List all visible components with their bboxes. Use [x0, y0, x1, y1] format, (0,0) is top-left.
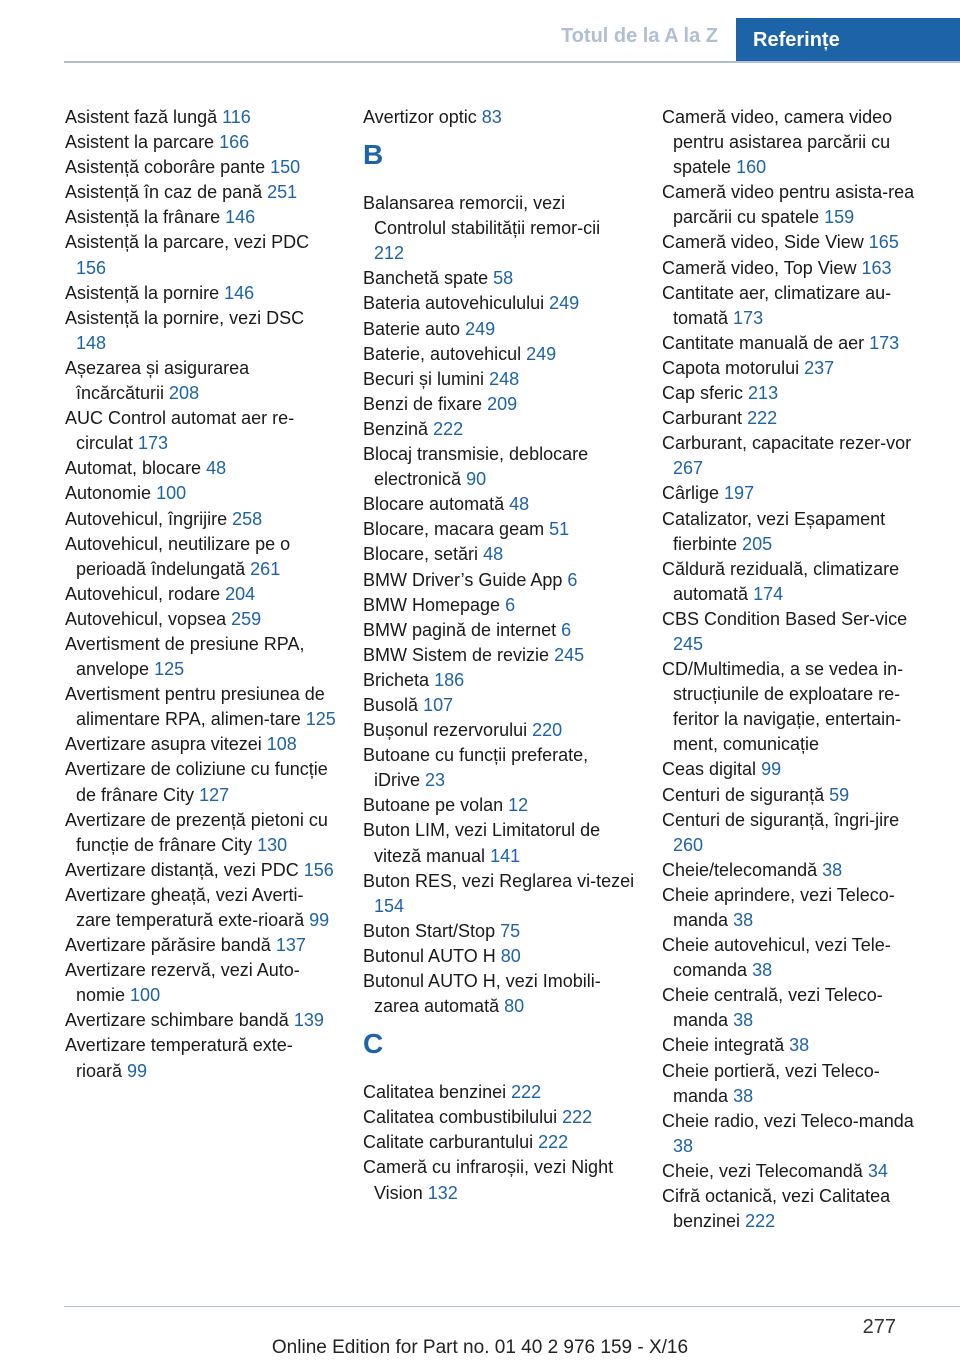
entry-page-link[interactable]: 222: [747, 408, 778, 429]
index-entry: [662, 557, 934, 607]
index-entry: [662, 808, 934, 858]
entry-term: Bușonul rezervorului: [363, 720, 528, 741]
entry-page-link[interactable]: 34: [867, 1160, 888, 1181]
entry-term: Autonomie: [65, 483, 152, 504]
entry-term: Benzi de fixare: [363, 393, 483, 414]
index-entry: [363, 367, 635, 392]
index-entry: [65, 481, 337, 506]
entry-term: Buton RES, vezi Reglarea vi‐tezei: [363, 870, 635, 891]
entry-term: Calitatea combustibilului: [363, 1107, 558, 1128]
index-entry: [65, 632, 337, 682]
entry-page-link[interactable]: 146: [224, 282, 255, 303]
index-entry: [65, 958, 337, 1008]
entry-page-link[interactable]: 100: [130, 985, 161, 1006]
entry-page-link[interactable]: 173: [138, 433, 169, 454]
entry-term: Asistență la parcare, vezi PDC: [65, 232, 310, 253]
entry-term: Avertizare distanță, vezi PDC: [65, 859, 299, 880]
entry-page-link[interactable]: 148: [76, 332, 107, 353]
entry-page-link[interactable]: 156: [76, 257, 107, 278]
index-entry: [65, 155, 337, 180]
entry-term: Căldură reziduală, climatizare automată: [662, 558, 900, 604]
entry-page-link[interactable]: 107: [423, 694, 454, 715]
entry-term: Cantitate aer, climatizare au‐tomată: [662, 282, 892, 328]
index-letter-heading: C: [363, 1028, 384, 1060]
index-entry: [662, 105, 934, 180]
entry-page-link[interactable]: 267: [673, 458, 704, 479]
entry-term: Bateria autovehiculului: [363, 293, 545, 314]
entry-term: Ceas digital: [662, 759, 757, 780]
index-entry: [363, 417, 635, 442]
entry-term: Asistență la pornire: [65, 282, 220, 303]
entry-page-link[interactable]: 48: [509, 494, 530, 515]
entry-page-link[interactable]: 23: [425, 770, 446, 791]
index-entry: [662, 507, 934, 557]
entry-page-link[interactable]: 245: [673, 633, 704, 654]
index-entry: [662, 657, 934, 757]
entry-page-link[interactable]: 38: [733, 1010, 754, 1031]
entry-page-link[interactable]: 212: [374, 243, 405, 264]
index-entry: [363, 743, 635, 793]
entry-page-link[interactable]: 80: [500, 945, 521, 966]
entry-term: Becuri și lumini: [363, 368, 485, 389]
index-column-3: [662, 105, 934, 1234]
index-entry: [363, 568, 635, 593]
index-entry: [65, 230, 337, 280]
entry-page-link[interactable]: 38: [673, 1135, 694, 1156]
index-entry: [363, 919, 635, 944]
entry-term: Catalizator, vezi Eșapament fierbinte: [662, 508, 886, 554]
entry-page-link[interactable]: 258: [232, 508, 263, 529]
entry-page-link[interactable]: 208: [169, 383, 200, 404]
entry-term: Cheie aprindere, vezi Teleco‐manda: [662, 884, 895, 930]
entry-page-link[interactable]: 261: [250, 558, 281, 579]
index-entry: [662, 783, 934, 808]
index-entry: [662, 757, 934, 782]
entry-term: Balansarea remorcii, vezi Controlul stabilității remor‐cii: [363, 193, 601, 239]
entry-term: BMW Driver’s Guide App: [363, 569, 563, 590]
entry-page-link[interactable]: 83: [481, 107, 502, 127]
entry-page-link[interactable]: 80: [504, 996, 525, 1017]
entry-page-link[interactable]: 38: [789, 1035, 810, 1056]
entry-term: Busolă: [363, 694, 419, 715]
index-entry: [363, 191, 635, 266]
entry-page-link[interactable]: 146: [225, 207, 256, 228]
index-entry: [662, 883, 934, 933]
index-entry: [65, 607, 337, 632]
entry-page-link[interactable]: 222: [562, 1107, 593, 1128]
entry-page-link[interactable]: 38: [733, 910, 754, 930]
index-entry: [662, 180, 934, 230]
entry-term: Avertizare de coliziune cu funcție de frânare City: [65, 759, 328, 805]
entry-term: BMW Sistem de revizie: [363, 644, 550, 665]
entry-page-link[interactable]: 222: [433, 418, 464, 439]
index-entry: [662, 331, 934, 356]
index-entry: [662, 281, 934, 331]
index-entry: [363, 517, 635, 542]
index-entry: [65, 582, 337, 607]
entry-page-link[interactable]: 137: [275, 935, 306, 956]
entry-term: Carburant, capacitate rezer‐vor: [662, 433, 912, 454]
entry-page-link[interactable]: 249: [526, 343, 557, 364]
index-entry: [363, 342, 635, 367]
index-letter-heading: B: [363, 139, 384, 171]
entry-term: CD/Multimedia, a se vedea in‐strucțiunile de exploatare re‐feritor la navigație, entertain‐ment, comunicație: [662, 659, 904, 755]
index-entry: [65, 180, 337, 205]
entry-page-link[interactable]: 222: [511, 1082, 542, 1103]
index-entry: [363, 693, 635, 718]
entry-term: Asistență coborâre pante: [65, 157, 266, 178]
entry-term: Baterie, autovehicul: [363, 343, 522, 364]
entry-term: Cârlige: [662, 483, 720, 504]
page-number: 277: [862, 1316, 896, 1338]
entry-page-link[interactable]: 59: [829, 784, 850, 805]
entry-page-link[interactable]: 197: [724, 483, 755, 504]
entry-page-link[interactable]: 12: [508, 795, 529, 816]
index-entry: [363, 392, 635, 417]
entry-page-link[interactable]: 6: [561, 619, 572, 640]
entry-term: Cifră octanică, vezi Calitatea benzinei: [662, 1186, 891, 1232]
entry-term: Butoane pe volan: [363, 795, 504, 816]
entry-term: Butoane cu funcții preferate, iDrive: [363, 745, 589, 791]
entry-term: Așezarea și asigurarea încărcăturii: [65, 357, 250, 404]
index-entry: [65, 532, 337, 582]
entry-term: Autovehicul, vopsea: [65, 608, 227, 629]
entry-term: Butonul AUTO H, vezi Imobili‐zarea automată: [363, 971, 601, 1017]
entry-term: Buton Start/Stop: [363, 920, 496, 941]
entry-page-link[interactable]: 165: [868, 232, 899, 253]
entry-term: Centuri de siguranță, îngri‐jire: [662, 809, 900, 830]
index-entry: [65, 205, 337, 230]
index-entry: [662, 1033, 934, 1058]
entry-page-link[interactable]: 75: [500, 920, 521, 941]
entry-page-link[interactable]: 38: [733, 1085, 754, 1106]
entry-term: Avertizare temperatură exte‐rioară: [65, 1035, 293, 1081]
index-entry: [662, 406, 934, 431]
entry-term: Butonul AUTO H: [363, 945, 496, 966]
entry-term: Cheie/telecomandă: [662, 859, 818, 880]
entry-page-link[interactable]: 205: [742, 533, 773, 554]
entry-term: Autovehicul, îngrijire: [65, 508, 228, 529]
entry-page-link[interactable]: 51: [549, 519, 570, 540]
index-entry: [363, 593, 635, 618]
footer-divider: [64, 1306, 960, 1307]
entry-page-link[interactable]: 125: [305, 709, 336, 730]
entry-term: Avertizare schimbare bandă: [65, 1010, 289, 1031]
index-entry: [65, 406, 337, 456]
entry-page-link[interactable]: 163: [861, 257, 892, 278]
entry-term: Cheie, vezi Telecomandă: [662, 1160, 863, 1181]
entry-term: Carburant: [662, 408, 743, 429]
entry-term: Avertizare gheață, vezi Averti‐zare temperatură exte‐rioară: [65, 884, 305, 930]
index-entry: [363, 291, 635, 316]
index-entry: [65, 1033, 337, 1083]
index-entry: [363, 1130, 635, 1155]
index-entry: [65, 130, 337, 155]
entry-term: Avertizare părăsire bandă: [65, 935, 271, 956]
index-entry: [363, 442, 635, 492]
index-entry: [65, 933, 337, 958]
entry-term: Blocare, macara geam: [363, 519, 545, 540]
entry-page-link[interactable]: 90: [466, 469, 487, 490]
index-entry: [65, 507, 337, 532]
entry-term: Asistent fază lungă: [65, 107, 218, 127]
entry-page-link[interactable]: 220: [532, 720, 563, 741]
index-entry: [363, 668, 635, 693]
entry-page-link[interactable]: 99: [309, 910, 330, 930]
index-entry: [662, 431, 934, 481]
entry-term: Avertizare de prezență pietoni cu funcție de frânare City: [65, 809, 328, 855]
entry-page-link[interactable]: 222: [538, 1132, 569, 1153]
index-entry: [662, 607, 934, 657]
entry-page-link[interactable]: 260: [673, 834, 704, 855]
index-entry: [662, 256, 934, 281]
entry-page-link[interactable]: 160: [736, 157, 767, 178]
entry-term: Cap sferic: [662, 383, 744, 404]
entry-page-link[interactable]: 166: [219, 132, 250, 153]
entry-page-link[interactable]: 125: [154, 659, 185, 680]
entry-page-link[interactable]: 154: [374, 895, 405, 916]
index-entry: [363, 492, 635, 517]
index-entry: [363, 1080, 635, 1105]
entry-term: CBS Condition Based Ser‐vice: [662, 608, 908, 629]
entry-page-link[interactable]: 99: [127, 1060, 148, 1081]
entry-page-link[interactable]: 251: [267, 182, 298, 203]
entry-page-link[interactable]: 213: [748, 383, 779, 404]
entry-page-link[interactable]: 173: [733, 307, 764, 328]
entry-page-link[interactable]: 6: [567, 569, 578, 590]
entry-page-link[interactable]: 209: [487, 393, 518, 414]
entry-page-link[interactable]: 204: [225, 583, 256, 604]
entry-term: Bricheta: [363, 669, 430, 690]
header-section-title: Totul de la A la Z: [560, 25, 718, 47]
index-entry: [662, 933, 934, 983]
entry-page-link[interactable]: 48: [206, 458, 227, 479]
entry-page-link[interactable]: 159: [824, 207, 855, 228]
index-entry: [363, 618, 635, 643]
index-entry: [65, 281, 337, 306]
entry-term: Cameră cu infraroșii, vezi Night Vision: [363, 1157, 614, 1203]
entry-page-link[interactable]: 48: [483, 544, 504, 565]
entry-term: Calitate carburantului: [363, 1132, 534, 1153]
entry-page-link[interactable]: 108: [266, 734, 297, 755]
entry-page-link[interactable]: 237: [804, 357, 835, 378]
entry-term: BMW pagină de internet: [363, 619, 557, 640]
index-entry: [363, 105, 635, 130]
entry-term: Cheie centrală, vezi Teleco‐manda: [662, 985, 883, 1031]
index-entry: [65, 732, 337, 757]
entry-page-link[interactable]: 100: [156, 483, 187, 504]
index-entry: [65, 306, 337, 356]
entry-term: Avertizare rezervă, vezi Auto‐nomie: [65, 960, 300, 1006]
index-entry: [363, 793, 635, 818]
entry-page-link[interactable]: 248: [489, 368, 520, 389]
entry-term: Calitatea benzinei: [363, 1082, 507, 1103]
index-entry: [65, 883, 337, 933]
entry-page-link[interactable]: 141: [490, 845, 521, 866]
entry-term: Cameră video, Top View: [662, 257, 857, 278]
index-entry: [363, 944, 635, 969]
index-entry: [363, 718, 635, 743]
entry-page-link[interactable]: 139: [293, 1010, 324, 1031]
index-entry: [363, 317, 635, 342]
entry-term: Blocare automată: [363, 494, 505, 515]
entry-term: Cameră video pentru asista‐rea parcării cu spatele: [662, 182, 915, 228]
entry-term: Avertizor optic: [363, 107, 477, 127]
index-column-1: [65, 105, 337, 1084]
index-entry: [662, 1109, 934, 1159]
entry-term: Automat, blocare: [65, 458, 202, 479]
entry-term: Centuri de siguranță: [662, 784, 825, 805]
entry-page-link[interactable]: 174: [753, 583, 784, 604]
entry-page-link[interactable]: 249: [549, 293, 580, 314]
entry-term: Avertisment de presiune RPA, anvelope: [65, 633, 305, 680]
entry-page-link[interactable]: 116: [222, 107, 251, 127]
index-entry: [662, 381, 934, 406]
entry-page-link[interactable]: 38: [752, 960, 773, 981]
index-entry: [662, 481, 934, 506]
index-entry: [65, 858, 337, 883]
edition-footer: Online Edition for Part no. 01 40 2 976 159 - X/16: [271, 1337, 689, 1358]
entry-page-link[interactable]: 173: [869, 332, 900, 353]
index-entry: [65, 356, 337, 406]
entry-term: Cheie autovehicul, vezi Tele‐comanda: [662, 935, 891, 981]
entry-term: Autovehicul, rodare: [65, 583, 221, 604]
index-entry: [662, 1184, 934, 1234]
entry-term: AUC Control automat aer re‐circulat: [65, 408, 295, 454]
index-entry: [662, 356, 934, 381]
entry-term: Benzină: [363, 418, 429, 439]
entry-term: Avertizare asupra vitezei: [65, 734, 262, 755]
index-entry: [662, 983, 934, 1033]
entry-term: Cameră video, camera video pentru asistarea parcării cu spatele: [662, 107, 893, 178]
entry-term: Cheie radio, vezi Teleco‐manda: [662, 1110, 914, 1131]
header-chapter-tab: Referințe: [736, 18, 960, 63]
entry-term: Autovehicul, neutilizare pe o perioadă îndelungată: [65, 533, 291, 579]
index-entry: [363, 869, 635, 919]
entry-page-link[interactable]: 99: [761, 759, 782, 780]
entry-term: Buton LIM, vezi Limitatorul de viteză manual: [363, 820, 601, 866]
index-entry: [65, 456, 337, 481]
index-entry: [662, 230, 934, 255]
entry-term: BMW Homepage: [363, 594, 501, 615]
entry-term: Banchetă spate: [363, 268, 489, 289]
entry-term: Asistență la pornire, vezi DSC: [65, 307, 305, 328]
index-entry: [363, 542, 635, 567]
entry-term: Blocaj transmisie, deblocare electronică: [363, 444, 589, 490]
index-entry: [363, 643, 635, 668]
entry-term: Asistent la parcare: [65, 132, 215, 153]
index-entry: [363, 818, 635, 868]
entry-term: Asistență la frânare: [65, 207, 221, 228]
index-entry: [65, 682, 337, 732]
entry-term: Asistență în caz de pană: [65, 182, 263, 203]
index-entry: [65, 757, 337, 807]
entry-term: Cantitate manuală de aer: [662, 332, 865, 353]
index-entry: [662, 858, 934, 883]
entry-page-link[interactable]: 245: [554, 644, 585, 665]
entry-page-link[interactable]: 222: [745, 1211, 776, 1232]
entry-page-link[interactable]: 132: [427, 1182, 458, 1203]
entry-term: Baterie auto: [363, 318, 461, 339]
entry-term: Capota motorului: [662, 357, 800, 378]
header-divider: [64, 61, 960, 63]
index-entry: [662, 1059, 934, 1109]
entry-page-link[interactable]: 127: [199, 784, 230, 805]
entry-term: Cheie portieră, vezi Teleco‐manda: [662, 1060, 880, 1106]
entry-page-link[interactable]: 150: [270, 157, 301, 178]
index-entry: [65, 105, 337, 130]
entry-page-link[interactable]: 58: [493, 268, 514, 289]
entry-page-link[interactable]: 6: [505, 594, 516, 615]
index-entry: [363, 1105, 635, 1130]
entry-term: Cameră video, Side View: [662, 232, 864, 253]
index-entry: [65, 1008, 337, 1033]
entry-term: Blocare, setări: [363, 544, 479, 565]
entry-page-link[interactable]: 130: [257, 834, 288, 855]
index-entry: [363, 266, 635, 291]
entry-term: Avertisment pentru presiunea de alimentare RPA, alimen‐tare: [65, 684, 325, 730]
index-entry: [363, 1155, 635, 1205]
entry-page-link[interactable]: 156: [303, 859, 334, 880]
index-column-2: [363, 105, 635, 1206]
entry-term: Cheie integrată: [662, 1035, 785, 1056]
entry-page-link[interactable]: 259: [231, 608, 262, 629]
entry-page-link[interactable]: 38: [822, 859, 843, 880]
index-entry: [363, 969, 635, 1019]
index-entry: [65, 808, 337, 858]
index-entry: [662, 1159, 934, 1184]
entry-page-link[interactable]: 249: [465, 318, 496, 339]
entry-page-link[interactable]: 186: [434, 669, 465, 690]
